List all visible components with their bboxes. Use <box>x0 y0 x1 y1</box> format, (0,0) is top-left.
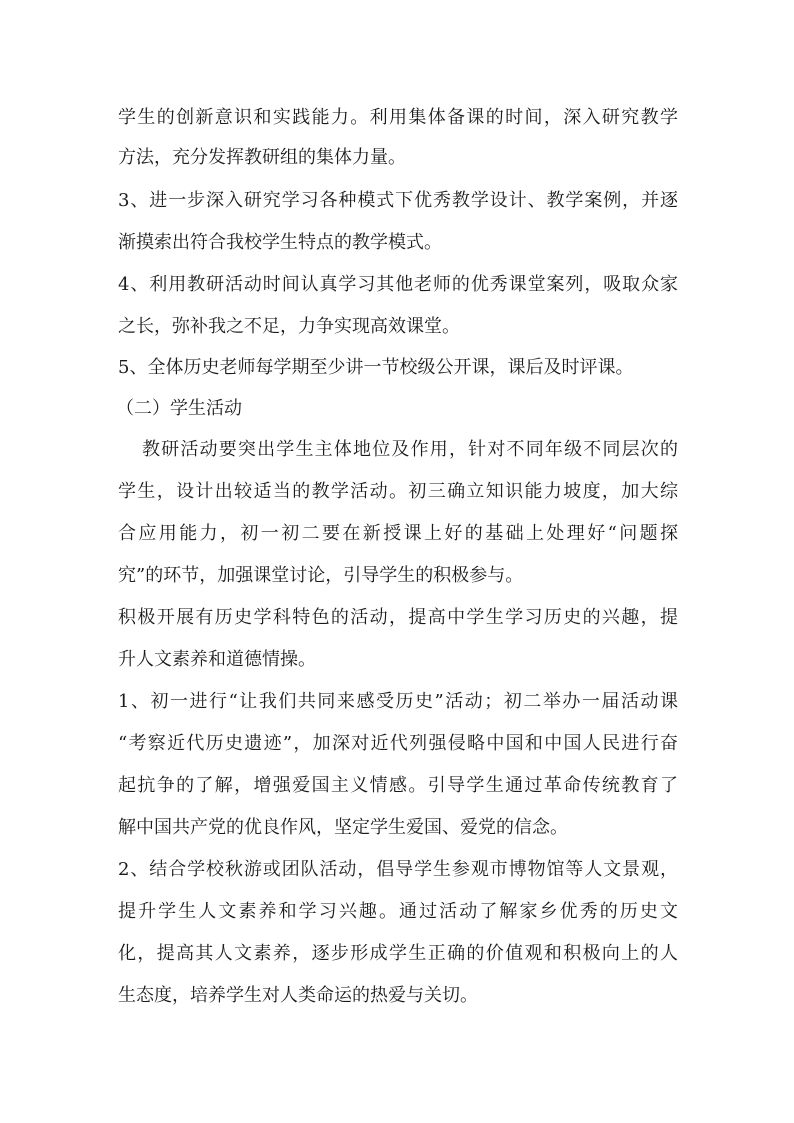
text-line: 3、进一步深入研究学习各种模式下优秀教学设计、教学案例，并逐 <box>118 190 678 211</box>
text-line: 2、结合学校秋游或团队活动，倡导学生参观市博物馆等人文景观， <box>118 859 678 880</box>
text-line: 学生，设计出较适当的教学活动。初三确立知识能力坡度，加大综 <box>118 481 678 502</box>
text-line: “考察近代历史遗迹”，加深对近代列强侵略中国和中国人民进行奋 <box>118 733 678 754</box>
text-line: 教研活动要突出学生主体地位及作用，针对不同年级不同层次的 <box>142 439 678 460</box>
section-heading: （二）学生活动 <box>116 398 242 419</box>
text-line: 4、利用教研活动时间认真学习其他老师的优秀课堂案列，吸取众家 <box>118 274 678 295</box>
text-line: 生态度，培养学生对人类命运的热爱与关切。 <box>118 985 478 1006</box>
text-line: 升人文素养和道德情操。 <box>118 649 316 670</box>
text-line: 解中国共产党的优良作风，坚定学生爱国、爱党的信念。 <box>118 817 568 838</box>
text-line: 化，提高其人文素养，逐步形成学生正确的价值观和积极向上的人 <box>118 943 678 964</box>
text-line: 积极开展有历史学科特色的活动，提高中学生学习历史的兴趣，提 <box>118 607 678 628</box>
text-line: 1、初一进行“让我们共同来感受历史”活动；初二举办一届活动课 <box>118 691 678 712</box>
text-line: 之长，弥补我之不足，力争实现高效课堂。 <box>118 316 460 337</box>
text-line: 合应用能力，初一初二要在新授课上好的基础上处理好“问题探 <box>118 523 678 544</box>
text-line: 提升学生人文素养和学习兴趣。通过活动了解家乡优秀的历史文 <box>118 901 678 922</box>
text-line: 起抗争的了解，增强爱国主义情感。引导学生通过革命传统教育了 <box>118 775 678 796</box>
text-line: 5、全体历史老师每学期至少讲一节校级公开课，课后及时评课。 <box>118 357 634 378</box>
text-line: 究”的环节，加强课堂讨论，引导学生的积极参与。 <box>118 565 524 586</box>
text-line: 方法，充分发挥教研组的集体力量。 <box>118 147 406 168</box>
text-line: 渐摸索出符合我校学生特点的教学模式。 <box>118 232 442 253</box>
text-line: 学生的创新意识和实践能力。利用集体备课的时间，深入研究教学 <box>118 107 678 128</box>
